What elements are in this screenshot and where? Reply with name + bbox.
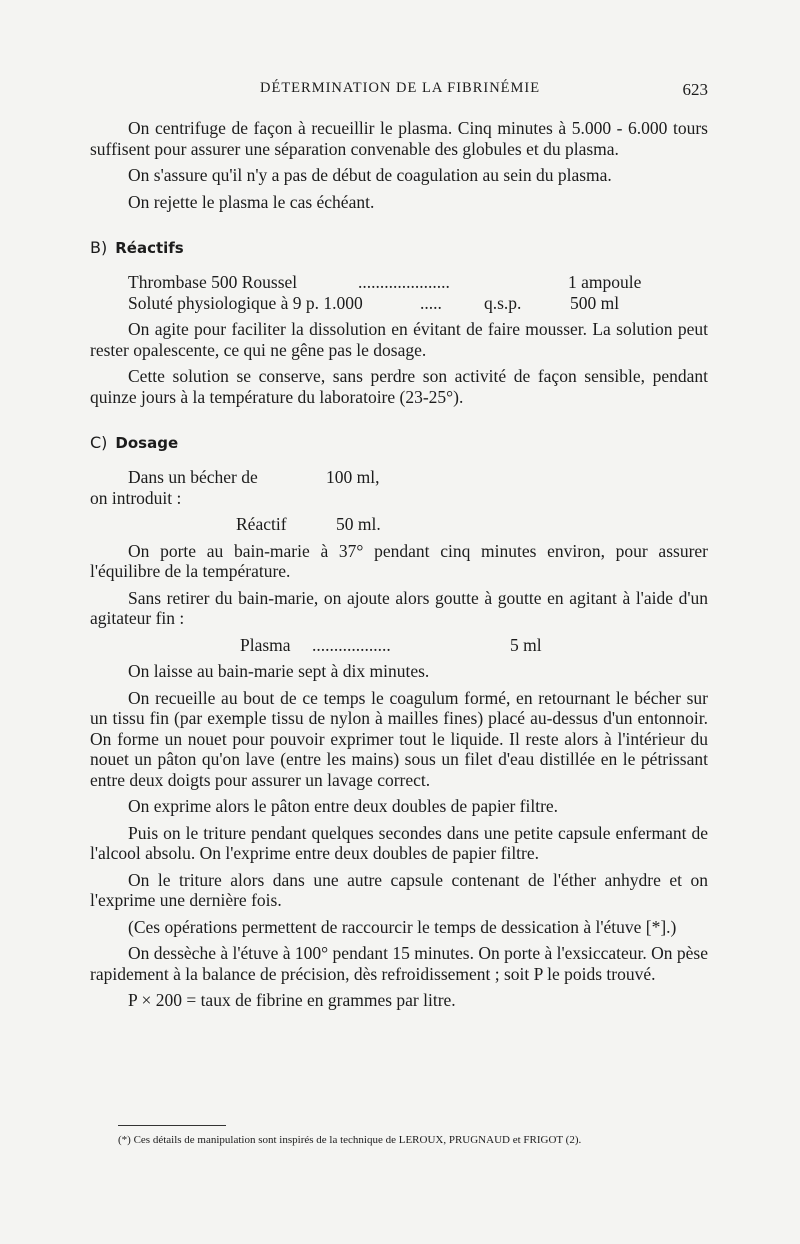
dosage-text: on introduit : bbox=[90, 487, 182, 508]
header-title: DÉTERMINATION DE LA FIBRINÉMIE bbox=[260, 80, 541, 96]
dosage-line bbox=[90, 467, 708, 488]
leader-dots: ..... bbox=[420, 292, 442, 313]
paragraph: Puis on le triture pendant quelques secondes dans une petite capsule enfermant de l'alcool absolu. On l'exprime entre deux doubles de papier filtre. bbox=[90, 822, 708, 863]
paragraph: On le triture alors dans une autre capsule contenant de l'éther anhydre et on l'exprime une dernière fois. bbox=[90, 869, 708, 910]
dosage-text: Dans un bécher de bbox=[128, 467, 258, 487]
reagent-quantity: 1 ampoule bbox=[568, 272, 642, 292]
reagent-name: Thrombase 500 Roussel bbox=[128, 272, 298, 292]
page-body bbox=[90, 118, 708, 1011]
footnote-rule bbox=[118, 1125, 226, 1126]
formula-line: P × 200 = taux de fibrine en grammes par litre. bbox=[128, 990, 456, 1010]
paragraph: Cette solution se conserve, sans perdre son activité de façon sensible, pendant quinze jours à la température du laboratoire (23-25°). bbox=[90, 366, 708, 407]
page-number: 623 bbox=[682, 80, 708, 99]
plasma-quantity: 5 ml bbox=[510, 634, 542, 655]
reagent-line bbox=[90, 272, 708, 293]
leader-dots: .................. bbox=[312, 634, 391, 655]
paragraph: On agite pour faciliter la dissolution en évitant de faire mousser. La solution peut rester opalescente, ce qui ne gêne pas le dosage. bbox=[90, 319, 708, 360]
reactif-name: Réactif bbox=[236, 514, 287, 534]
plasma-name: Plasma bbox=[240, 634, 291, 655]
paragraph: (Ces opérations permettent de raccourcir le temps de dessication à l'étuve [*].) bbox=[128, 916, 677, 937]
reagent-quantity: 500 ml bbox=[570, 292, 620, 313]
section-heading-b bbox=[90, 238, 708, 258]
reactif-quantity: 50 ml. bbox=[336, 514, 381, 534]
footnote: (*) Ces détails de manipulation sont inspirés de la technique de LEROUX, PRUGNAUD et FRIGOT (2). bbox=[118, 1134, 582, 1146]
running-header bbox=[90, 80, 708, 102]
section-heading-c bbox=[90, 433, 708, 453]
section-letter: C) bbox=[90, 433, 108, 452]
dosage-line bbox=[90, 488, 708, 509]
paragraph: On exprime alors le pâton entre deux doubles de papier filtre. bbox=[128, 796, 559, 816]
paragraph: Sans retirer du bain-marie, on ajoute alors goutte à goutte en agitant à l'aide d'un agitateur fin : bbox=[90, 587, 708, 628]
reagent-name: Soluté physiologique à 9 p. 1.000 bbox=[128, 292, 363, 313]
paragraph: On s'assure qu'il n'y a pas de début de coagulation au sein du plasma. bbox=[128, 165, 612, 185]
plasma-line bbox=[90, 635, 708, 656]
section-title: Dosage bbox=[115, 434, 179, 452]
paragraph: On centrifuge de façon à recueillir le plasma. Cinq minutes à 5.000 - 6.000 tours suffisent pour assurer une séparation convenable des globules et du plasma. bbox=[90, 118, 708, 159]
section-letter: B) bbox=[90, 238, 108, 257]
section-title: Réactifs bbox=[115, 239, 184, 257]
paragraph: On recueille au bout de ce temps le coagulum formé, en retournant le bécher sur un tissu fin (par exemple tissu de nylon à mailles fines) placé au-dessus d'un entonnoir. On forme un nouet pour pouvoir exprimer tout le liquide. Il reste alors à l'intérieur du nouet un pâton qu'on lave (entre les mains) sous un filet d'eau distillée en le pétrissant entre deux doigts pour assurer un lavage correct. bbox=[90, 687, 708, 790]
paragraph: On porte au bain-marie à 37° pendant cinq minutes environ, pour assurer l'équilibre de la température. bbox=[90, 540, 708, 581]
paragraph: On rejette le plasma le cas échéant. bbox=[128, 191, 375, 212]
leader-dots: ..................... bbox=[358, 272, 450, 292]
paragraph: On laisse au bain-marie sept à dix minutes. bbox=[128, 661, 430, 681]
paragraph: On dessèche à l'étuve à 100° pendant 15 minutes. On porte à l'exsiccateur. On pèse rapidement à la balance de précision, dès refroidissement ; soit P le poids trouvé. bbox=[90, 943, 708, 984]
dosage-quantity: 100 ml, bbox=[326, 467, 380, 487]
reagent-qsp: q.s.p. bbox=[484, 292, 522, 313]
reactif-line bbox=[90, 514, 708, 535]
reagent-line bbox=[90, 293, 708, 314]
